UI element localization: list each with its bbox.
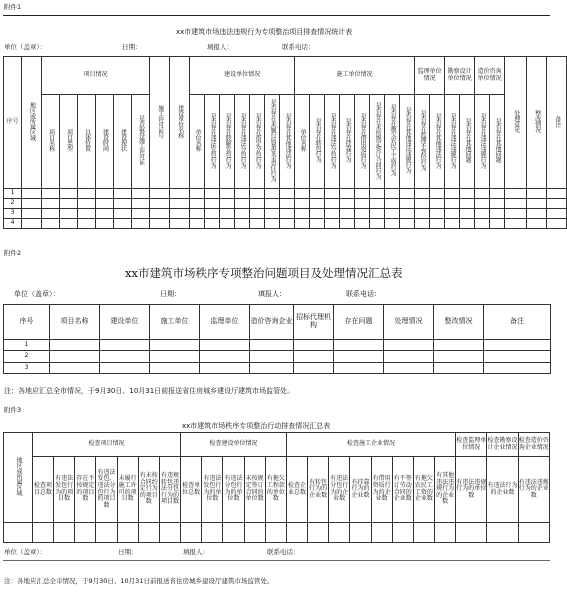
doc3-c-col: 有借用资质行为的企业数 bbox=[371, 457, 392, 523]
doc3-a-col: 有未按合同约定行为的项目数 bbox=[138, 457, 159, 523]
doc3-a-col: 有违规转包违法分包行为的项目数 bbox=[159, 457, 180, 523]
doc1-builder-col: 是否存在违法发包行为 bbox=[205, 95, 220, 189]
doc2-header-cell: 监理单位 bbox=[200, 305, 250, 340]
doc2-date-label: 日期： bbox=[160, 290, 181, 298]
table-row: 2 bbox=[4, 199, 567, 209]
doc3-filler-label: 填报人： bbox=[183, 548, 209, 556]
doc1-builder-col: 是否存在指定分包行为 bbox=[250, 95, 265, 189]
table-row: 4 bbox=[4, 219, 567, 229]
doc3-a-col: 未履行施工许可的项目数 bbox=[117, 457, 138, 523]
doc1-builder-col: 是否存在未履行质量安全责任行为 bbox=[265, 95, 280, 189]
doc1-col-handling: 处理意见 bbox=[505, 57, 527, 189]
doc1-project-col: 项目名称 bbox=[42, 95, 60, 189]
doc1-builder-col: 是否存在违法分包行为 bbox=[235, 95, 250, 189]
doc1-constr-col: 是否存在未按规定签订合同行为 bbox=[370, 95, 385, 189]
table-row: 2 bbox=[4, 351, 551, 362]
doc3-b-col: 有拖欠工程款的单位数 bbox=[265, 457, 286, 523]
doc1-unit-label: 单位（盖章）： bbox=[4, 43, 47, 51]
doc1-date-label: 日期： bbox=[122, 43, 142, 51]
doc3-c-col: 有不签订劳动合同的企业数 bbox=[392, 457, 413, 523]
doc1-constr-col: 是否存在其他违法违规行为 bbox=[400, 95, 415, 189]
doc1-cost-col: 是否存在其他问题 bbox=[490, 95, 505, 189]
doc1-project-col: 是否取得施工许可证 bbox=[132, 95, 150, 189]
doc1-project-col: 建设时间 bbox=[96, 95, 114, 189]
doc1-design-col: 是否存在违法违规行为 bbox=[445, 95, 460, 189]
doc3-a-col: 有违法发包、违法分包行为的项目数 bbox=[96, 457, 117, 523]
table-row: 1 bbox=[4, 340, 551, 351]
doc3-table bbox=[3, 432, 550, 543]
attachment-2-label: 附件2 bbox=[4, 249, 22, 257]
doc1-cost-col: 是否存在违法违规行为 bbox=[475, 95, 490, 189]
doc3-group-c: 检查施工企业情况 bbox=[286, 433, 455, 457]
doc3-a-col: 存在不按规定的项目数 bbox=[75, 457, 96, 523]
doc1-col-permit-no: 施工许可证号 bbox=[150, 57, 170, 189]
doc2-header-cell: 造价咨询企业 bbox=[250, 305, 294, 340]
doc3-group-d: 检查监理单位情况 bbox=[456, 433, 487, 457]
doc2-title: xx市建筑市场秩序专项整治问题项目及处理情况汇总表 bbox=[125, 266, 403, 280]
doc2-header-cell: 施工单位 bbox=[150, 305, 200, 340]
doc1-group-project: 项目情况 bbox=[42, 57, 150, 95]
doc1-phone-label: 联系电话： bbox=[282, 43, 315, 51]
doc3-d-col: 有违法违规行为的单位数 bbox=[456, 457, 487, 523]
doc2-phone-label: 联系电话： bbox=[346, 290, 381, 298]
doc2-header-cell: 招标代理机构 bbox=[294, 305, 334, 340]
doc1-table bbox=[3, 56, 567, 229]
doc1-project-col: 具体位置 bbox=[78, 95, 96, 189]
attachment-3-label: 附件3 bbox=[4, 406, 22, 414]
table-row: 3 bbox=[4, 209, 567, 219]
doc1-design-col: 是否存在其他问题 bbox=[460, 95, 475, 189]
doc3-c-col: 有其他违法违规行为的企业数 bbox=[435, 457, 456, 523]
doc1-group-constr: 施工单位情况 bbox=[295, 57, 415, 95]
doc3-b-col: 未按规定签订合同的单位数 bbox=[244, 457, 265, 523]
doc3-c-col: 有挂靠行为的企业数 bbox=[350, 457, 371, 523]
doc1-constr-col: 是否存在借用资质行为 bbox=[355, 95, 370, 189]
doc3-group-e: 检查勘察设计企业情况 bbox=[487, 433, 518, 457]
doc1-filler-label: 填报人： bbox=[207, 43, 233, 51]
doc1-builder-col: 单位名称 bbox=[190, 95, 205, 189]
doc1-title: xx市建筑市场违法违规行为专项整治项目排查情况统计表 bbox=[176, 28, 353, 36]
doc1-constr-col: 是否存在违法分包行为 bbox=[325, 95, 340, 189]
doc1-group-superv: 监理单位情况 bbox=[415, 57, 445, 95]
doc3-f-col: 有违法违规行为的企业数 bbox=[518, 457, 549, 523]
doc3-c-col: 有转包行为的企业数 bbox=[308, 457, 329, 523]
doc2-filler-label: 填报人： bbox=[258, 290, 286, 298]
doc1-builder-col: 是否存在肢解发包行为 bbox=[220, 95, 235, 189]
doc1-constr-col: 单位名称 bbox=[295, 95, 310, 189]
doc1-group-builder: 建设单位情况 bbox=[190, 57, 295, 95]
attachment-1-label: 附件1 bbox=[4, 3, 22, 11]
doc3-b-col: 有违法发包行为的单位数 bbox=[202, 457, 223, 523]
doc1-col-region: 地区或所属区域 bbox=[22, 57, 42, 189]
doc2-header-cell: 建设单位 bbox=[100, 305, 150, 340]
doc2-unit-label: 单位（盖章）： bbox=[14, 290, 60, 298]
doc1-col-progress: 整改情况 bbox=[527, 57, 547, 189]
table-row bbox=[4, 523, 550, 543]
doc2-note: 注：各地应汇总全市情况，于9月30日、10月31日前报送省住房城乡建设厅建筑市场监管处。 bbox=[4, 387, 295, 395]
doc2-header-cell: 处理情况 bbox=[384, 305, 434, 340]
doc1-project-col: 项目类型 bbox=[60, 95, 78, 189]
doc1-col-seq: 序号 bbox=[4, 57, 22, 189]
doc1-superv-col: 是否存在监理不到位行为 bbox=[415, 95, 430, 189]
doc3-title: xx市建筑市场秩序专项整治行动排查情况汇总表 bbox=[182, 422, 331, 430]
doc3-c-col: 有违法分包行为的企业数 bbox=[329, 457, 350, 523]
doc1-constr-col: 是否存在挂靠行为 bbox=[340, 95, 355, 189]
doc3-e-col: 有违法行为的企业数 bbox=[487, 457, 518, 523]
table-row: 3 bbox=[4, 362, 551, 373]
doc1-constr-col: 是否存在转包行为 bbox=[310, 95, 325, 189]
doc1-project-col: 建设现状 bbox=[114, 95, 132, 189]
doc1-builder-col: 是否存在其他违法行为 bbox=[280, 95, 295, 189]
doc3-c-col: 有拖欠农民工工资的企业数 bbox=[413, 457, 434, 523]
doc3-group-b: 检查建设单位情况 bbox=[181, 433, 287, 457]
doc2-header-cell: 存在问题 bbox=[334, 305, 384, 340]
doc3-a-col: 有违法发包行为的项目数 bbox=[54, 457, 75, 523]
doc1-superv-col: 是否存在其他违法行为 bbox=[430, 95, 445, 189]
doc2-header-cell: 整改情况 bbox=[434, 305, 484, 340]
doc3-date-label: 日期： bbox=[118, 548, 138, 556]
doc3-a-col: 检查项目总数 bbox=[32, 457, 53, 523]
doc3-group-a: 检查项目情况 bbox=[32, 433, 180, 457]
doc2-header-cell: 项目名称 bbox=[50, 305, 100, 340]
doc1-constr-col: 是否存在拖欠农民工工资行为 bbox=[385, 95, 400, 189]
doc3-unit-label: 单位（盖章）： bbox=[4, 548, 47, 556]
doc3-c-col: 检查企业总数 bbox=[286, 457, 307, 523]
doc3-b-col: 有违法分包行为的单位数 bbox=[223, 457, 244, 523]
doc3-col-region: 地区或所属区域 bbox=[4, 433, 33, 523]
doc3-phone-label: 联系电话： bbox=[267, 548, 300, 556]
doc1-col-remark: 备注 bbox=[547, 57, 567, 189]
doc3-note: 注：各地应汇总全市情况，于9月30日、10月31日前报送省住房城乡建设厅建筑市场监管处。 bbox=[4, 577, 274, 585]
doc2-header-cell: 序号 bbox=[4, 305, 50, 340]
doc2-table bbox=[3, 304, 551, 374]
doc3-group-f: 检查造价咨询企业情况 bbox=[518, 433, 549, 457]
doc1-col-builder: 建设单位名称 bbox=[170, 57, 190, 189]
table-row: 1 bbox=[4, 189, 567, 199]
doc3-b-col: 检查单位总数 bbox=[181, 457, 202, 523]
doc1-group-design: 勘察设计单位情况 bbox=[445, 57, 475, 95]
doc2-header-cell: 备注 bbox=[484, 305, 551, 340]
doc1-group-cost: 造价咨询单位情况 bbox=[475, 57, 505, 95]
